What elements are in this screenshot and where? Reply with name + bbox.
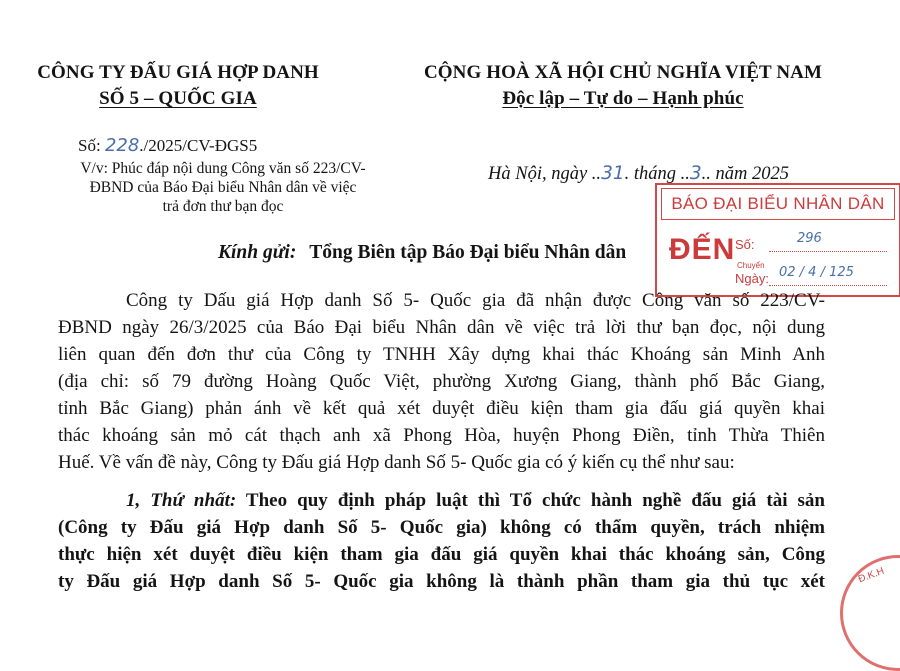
- stamp-ngay-label: Ngày:: [735, 271, 769, 286]
- stamp-ngay-value: 02 / 4 / 125: [779, 265, 854, 280]
- recipient: Kính gửi: Tổng Biên tập Báo Đại biểu Nhân dân: [218, 242, 627, 263]
- document-number: Số: 228./2025/CV-ĐGS5: [78, 135, 258, 156]
- stamp-ngay-line: [769, 285, 887, 286]
- section-label: 1, Thứ nhất:: [126, 490, 237, 511]
- national-motto: Độc lập – Tự do – Hạnh phúc: [502, 88, 744, 109]
- received-stamp: [655, 183, 900, 297]
- handwritten-month: 3: [689, 163, 702, 184]
- company-name: CÔNG TY ĐẤU GIÁ HỢP DANH: [37, 62, 319, 83]
- body-paragraph-2: 1, Thứ nhất: Theo quy định pháp luật thì Tổ chức hành nghề đấu giá tài sản (Công ty Đấu giá Hợp danh Số 5- Quốc gia) không có thẩm quyền, trách nhiệm thực hiện xét duyệt điều kiện tham gia đấu giá quyền khai thác khoáng sản, Công ty Đấu giá Hợp danh Số 5- Quốc gia không là thành phần tham gia thủ tục xét: [58, 490, 826, 592]
- handwritten-day: 31: [601, 163, 625, 184]
- handwritten-number: 228: [104, 135, 140, 156]
- stamp-so-label: Số:: [735, 237, 755, 252]
- subject: V/v: Phúc đáp nội dung Công văn số 223/CV- ĐBND của Báo Đại biểu Nhân dân về việc trả đơn thư bạn đọc: [80, 160, 366, 215]
- stamp-so-value: 296: [797, 231, 822, 246]
- seal-text: Đ.K.H: [856, 565, 886, 586]
- stamp-chuyen-label: Chuyển: [737, 261, 765, 270]
- stamp-so-line: [769, 251, 887, 252]
- company-subname: SỐ 5 – QUỐC GIA: [99, 88, 257, 109]
- stamp-den: ĐẾN: [669, 233, 736, 266]
- stamp-organization: BÁO ĐẠI BIỂU NHÂN DÂN: [661, 188, 895, 220]
- place-date: Hà Nội, ngày ..31. tháng ..3.. năm 2025: [488, 163, 790, 184]
- national-title: CỘNG HOÀ XÃ HỘI CHỦ NGHĨA VIỆT NAM: [423, 62, 823, 83]
- body-paragraph-1: Công ty Dấu giá Hợp danh Số 5- Quốc gia đã nhận được Công văn số 223/CV- ĐBND ngày 26/3/2025 của Báo Đại biểu Nhân dân về việc trả lời thư bạn đọc, nội dung liên quan đến đơn thư của Công ty TNHH Xây dựng khai thác Khoáng sản Minh Anh (địa chỉ: số 79 đường Hoàng Quốc Việt, phường Xương Giang, thành phố Bắc Giang, tỉnh Bắc Giang) phản ánh về kết quả xét duyệt điều kiện tham gia đấu giá quyền khai thác khoáng sản mỏ cát thạch anh xã Phong Hòa, huyện Phong Điền, tỉnh Thừa Thiên Huế. Về vấn đề này, Công ty Đấu giá Hợp danh Số 5- Quốc gia có ý kiến cụ thể như sau:: [58, 290, 825, 473]
